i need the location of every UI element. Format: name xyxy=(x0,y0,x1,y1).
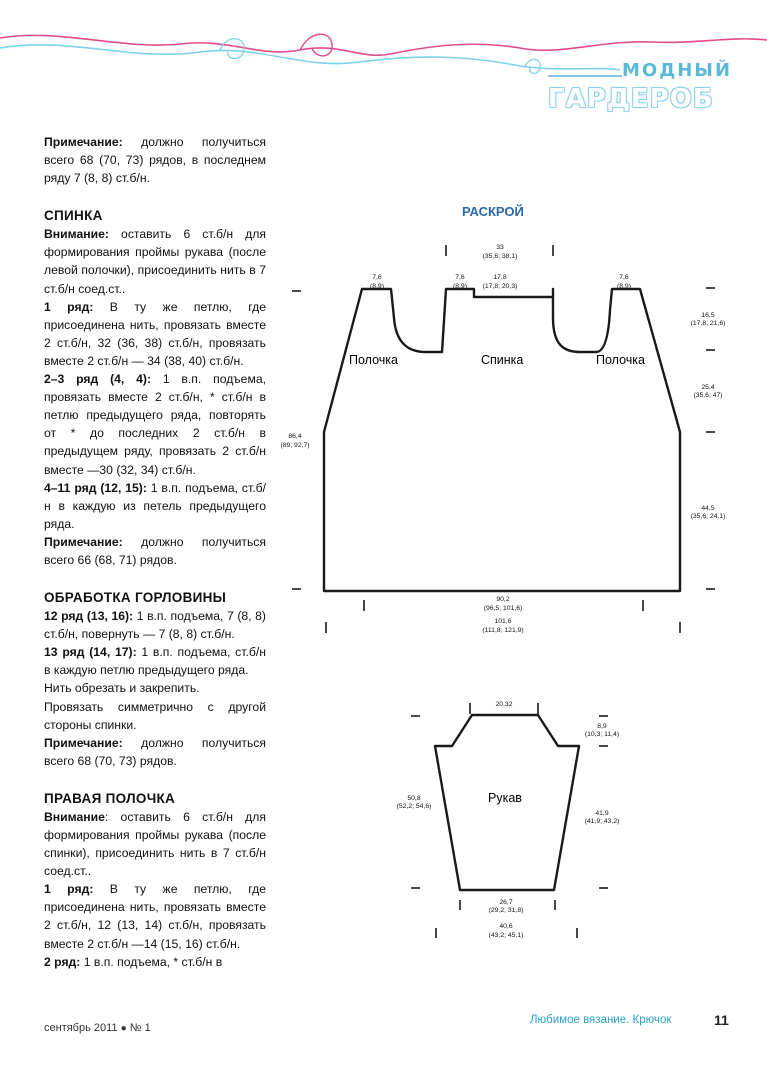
note-text: должно получиться всего 68 (70, 73) рядов. xyxy=(44,735,266,768)
sleeve-bottom-outer-value: 40,6 xyxy=(499,923,513,930)
sleeve-bottom-inner-value: 26,7 xyxy=(499,899,513,906)
right-front-label: Полочка xyxy=(596,353,645,367)
row-label: 2 ряд: xyxy=(44,954,81,969)
note-label: Примечание: xyxy=(44,135,123,149)
left-height-value: 86,4 xyxy=(288,433,302,440)
shoulder-mid-left-value: 7,6 xyxy=(455,274,465,281)
right-bottom-alt: (35,6; 24,1) xyxy=(690,513,726,520)
body-outline xyxy=(324,289,680,591)
footer-date: сентябрь 2011 xyxy=(44,1022,118,1034)
shoulder-right-alt: (8,9) xyxy=(617,283,631,290)
footer-issue-number: № 1 xyxy=(129,1022,151,1034)
neck-heading: ОБРАБОТКА ГОРЛОВИНЫ xyxy=(44,590,227,606)
row-label: 13 ряд (14, 17): xyxy=(44,645,137,660)
right-top-alt: (17,8; 21,6) xyxy=(690,320,726,327)
bottom-outer-alt: (111,8; 121,9) xyxy=(482,627,524,634)
right-top-value: 16,5 xyxy=(701,312,715,319)
row-text: 1 в.п. подъема, ст.б/н в каждую из петель предыдущего ряда. xyxy=(44,480,266,531)
note-text: должно получиться всего 66 (68, 71) рядов. xyxy=(44,534,266,567)
left-front-label: Полочка xyxy=(349,353,398,367)
sleeve-cap-value: 8,9 xyxy=(597,723,607,730)
page-number: 11 xyxy=(714,1012,729,1028)
sleeve-top-value: 20,32 xyxy=(495,701,513,708)
row-text: 1 в.п. подъема, * ст.б/н в xyxy=(80,954,223,969)
sleeve-right-value: 41,9 xyxy=(595,810,609,817)
bottom-outer-value: 101,6 xyxy=(494,618,512,625)
row-label: 1 ряд: xyxy=(44,882,94,897)
attention-label: Внимание xyxy=(44,809,105,824)
sleeve-left-alt: (52,2; 54,6) xyxy=(396,803,432,810)
top-width-alt: (35,6; 38,1) xyxy=(482,253,518,260)
brand-title-line1: МОДНЫЙ xyxy=(622,60,733,81)
right-bottom-value: 44,5 xyxy=(701,505,715,512)
body-dimensions xyxy=(280,244,725,634)
top-width-value: 33 xyxy=(496,244,504,251)
back-label: Спинка xyxy=(481,353,524,367)
diagram-title: РАСКРОЙ xyxy=(462,204,524,219)
body-tick-marks xyxy=(292,245,715,633)
note-label: Примечание: xyxy=(44,735,123,750)
bottom-inner-alt: (96,5; 101,6) xyxy=(483,605,523,612)
back-heading: СПИНКА xyxy=(44,208,103,224)
note-label: Примечание: xyxy=(44,534,123,549)
row-label: 2–3 ряд (4, 4): xyxy=(44,372,152,387)
row-text: 1 в.п. подъема, провязать вместе 2 ст.б/н, * ст.б/н в петлю предыдущего ряда, повторять от * до последних 2 ст.б/н в предыдущем ряду, провязать 2 ст.б/н вместе —30 (32, 34) ст.б/н. xyxy=(44,372,266,477)
attention-text: оставить 6 ст.б/н для формирования проймы рукава (после левой полочки), присоединить нить в 7 ст.б/н соед.ст.. xyxy=(44,227,266,296)
sleeve-left-value: 50,8 xyxy=(407,795,421,802)
right-front-heading: ПРАВАЯ ПОЛОЧКА xyxy=(44,790,176,806)
neck-value: 17,8 xyxy=(493,274,507,281)
row-text: 1 в.п. подъема, 7 (8, 8) ст.б/н, повернуть — 7 (8, 8) ст.б/н. xyxy=(44,609,266,642)
row-text: 1 в.п. подъема, ст.б/н в каждую петлю предыдущего ряда. xyxy=(44,645,266,678)
bullet-icon: ● xyxy=(120,1023,127,1034)
bottom-inner-value: 90,2 xyxy=(496,596,510,603)
shoulder-left-value: 7,6 xyxy=(372,274,382,281)
sleeve-dimensions xyxy=(397,701,620,939)
sleeve-bottom-inner-alt: (29,2; 31,8) xyxy=(488,907,524,914)
attention-label: Внимание: xyxy=(44,227,109,242)
shoulder-right-value: 7,6 xyxy=(619,274,629,281)
sleeve-right-alt: (41,9; 43,2) xyxy=(584,818,620,825)
sleeve-bottom-outer-alt: (43,2; 45,1) xyxy=(488,932,524,939)
note-text: должно получиться всего 68 (70, 73) рядов, в последнем ряду 7 (8, 8) ст.б/н. xyxy=(44,135,266,186)
row-label: 12 ряд (13, 16): xyxy=(44,609,134,624)
brand-title-line2: ГАРДЕРОБ xyxy=(548,84,714,114)
shoulder-mid-left-alt: (8,9) xyxy=(453,283,467,290)
right-mid-value: 25,4 xyxy=(701,384,715,391)
row-label: 1 ряд: xyxy=(44,299,94,314)
row-text: В ту же петлю, где присоединена нить, провязать вместе 2 ст.б/н, 12 (13, 14) ст.б/н, провязать вместе 2 ст.б/н —14 (15, 16) ст.б/н. xyxy=(44,882,266,951)
footer-issue xyxy=(44,1022,151,1034)
neck-alt: (17,8; 20,3) xyxy=(482,283,518,290)
neck-symmetry: Провязать симметрично с другой стороны спинки. xyxy=(44,699,266,732)
footer-magazine: Любимое вязание. Крючок xyxy=(530,1014,672,1026)
sleeve-label: Рукав xyxy=(488,791,522,805)
left-height-alt: (89; 92,7) xyxy=(280,442,310,449)
right-mid-alt: (35,6; 47) xyxy=(693,392,723,399)
row-label: 4–11 ряд (12, 15): xyxy=(44,480,147,495)
row-text: В ту же петлю, где присоединена нить, провязать вместе 2 ст.б/н, 32 (36, 38) ст.б/н, провязать вместе 2 ст.б/н — 34 (38, 40) ст.б/н. xyxy=(44,299,266,368)
attention-text: : оставить 6 ст.б/н для формирования проймы рукава (после спинки), присоединить нить в 7 ст.б/н соед.ст.. xyxy=(44,809,266,879)
sleeve-cap-alt: (10,3; 11,4) xyxy=(584,731,620,738)
shoulder-left-alt: (8,9) xyxy=(370,283,384,290)
neck-cut: Нить обрезать и закрепить. xyxy=(44,681,200,696)
